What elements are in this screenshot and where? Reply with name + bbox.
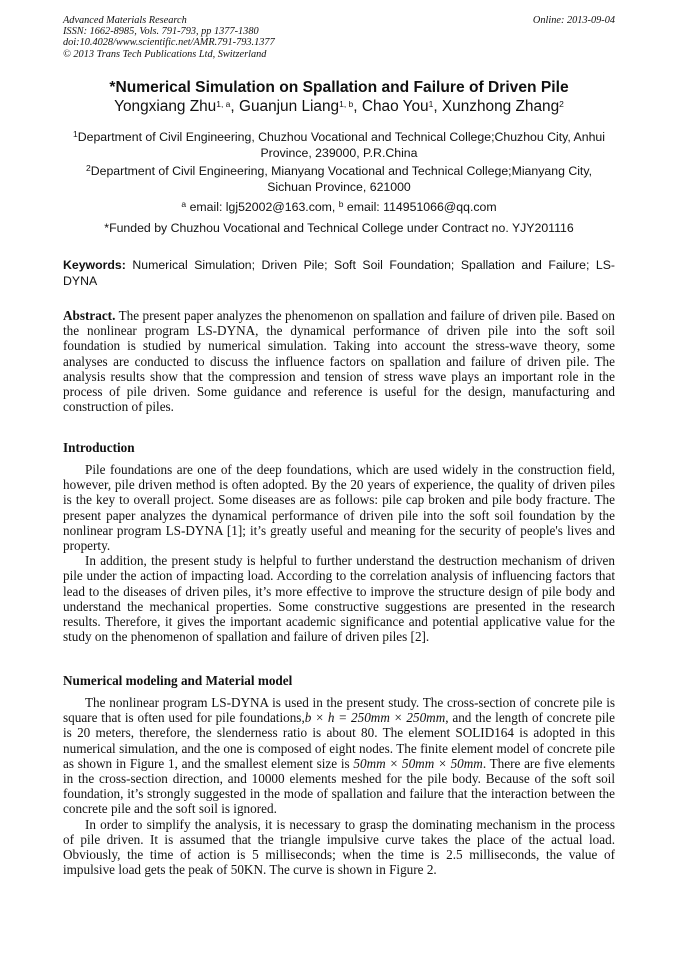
paragraph: In order to simplify the analysis, it is necessary to grasp the dominating mechanism in the process of pile driven. It is assumed that the triangle impulsive curve takes the place of the actual load. Obviously, the time of action is 5 milliseconds; when the time is 2.5 milliseconds, the value of impulsive load gets the peak of 50KN. The curve is shown in Figure 2.: [63, 816, 615, 878]
paper-title: *Numerical Simulation on Spallation and Failure of Driven Pile: [109, 79, 569, 96]
author-sup: 1: [428, 99, 434, 109]
abstract-label: Abstract.: [63, 308, 116, 323]
affiliation-sup: 2: [86, 163, 91, 173]
paragraph-text: , and the length of concrete pile is 20 meters, therefore, the slenderness ratio is about 80. The element SOLID164 is adopted in this numerical simulation, and the one is composed of eight nodes. The finite element model of concrete pile as shown in Figure 1, and the smallest element size is: [63, 710, 616, 771]
funding-note: *Funded by Chuzhou Vocational and Technical College under Contract no. YJY201116: [104, 221, 574, 235]
copyright: © 2013 Trans Tech Publications Ltd, Switzerland: [63, 48, 267, 60]
abstract-text: The present paper analyzes the phenomenon on spallation and failure of driven pile. Based on the nonlinear program LS-DYNA, the dynamical performance of driven pile into the soft soil foundation is studied by numerical simulation. Taking into account the stress-wave theory, some analyses are conducted to discuss the influence factors on spallation and failure of driven pile. The analysis results show that the compression and tension of stress wave plays an important role in the process of pile driven. Some guidance and reference is useful for the design, manufacturing and construction of piles.: [63, 308, 615, 415]
affiliation-text: Department of Civil Engineering, Chuzhou Vocational and Technical College;Chuzhou City, Anhui Province, 239000, P.R.China: [77, 130, 605, 160]
equation-cross-section: b × h = 250mm × 250mm: [304, 710, 446, 726]
email-b: email: 114951066@qq.com: [346, 200, 497, 214]
email-sup: a: [181, 199, 187, 209]
email-a: email: lgj52002@163.com,: [189, 200, 336, 214]
affiliation-2: [64, 164, 614, 195]
author-name: Chao You: [361, 98, 429, 115]
affiliation-sup: 1: [73, 129, 78, 139]
introduction-section: [63, 462, 615, 644]
email-sup: b: [338, 199, 344, 209]
author-name: Yongxiang Zhu: [114, 98, 217, 115]
numerical-section: [63, 695, 615, 877]
equation-element-size: 50mm × 50mm × 50mm: [353, 755, 483, 771]
paragraph: Pile foundations are one of the deep foundations, which are used widely in the construction field, however, pile driven method is often adopted. By the 20 years of experience, the quality of driven piles is the key to overall project. Some diseases are as follows: pile cap broken and pile body fracture. The present paper analyzes the dynamical performance of driven pile into the soft soil foundation by the nonlinear program LS-DYNA [1]; it’s greatly useful and meaning for the security of people's lives and property.: [63, 462, 615, 554]
keywords-text: Numerical Simulation; Driven Pile; Soft Soil Foundation; Spallation and Failure; LS-DYNA: [63, 258, 615, 288]
affiliation-1: [64, 130, 614, 161]
journal-name: Advanced Materials Research: [63, 15, 187, 26]
author-list: Yongxiang Zhu$^{1, a}$, Guanjun Liang$^{1, b}$, Chao You$^1$, Xunzhong Zhang$^2$: [114, 98, 564, 115]
author-sup: 1, b: [339, 99, 354, 109]
abstract: [63, 308, 615, 414]
online-date: Online: 2013-09-04: [532, 15, 615, 26]
paragraph: In addition, the present study is helpful to further understand the destruction mechanism of driven pile under the action of impacting load. According to the correlation analysis of influencing factors that lead to the diseases of driven piles, it’s more effective to improve the structure design of pile body and understand the mechanical properties. Some constructive suggestions are presented in the research results. Therefore, it gives the important academic significance and potential applicative value for the study on the phenomenon of spallation and failure of driven piles [2].: [63, 553, 615, 645]
email-line: [64, 200, 614, 216]
paragraph: [63, 695, 615, 817]
keywords: [63, 258, 615, 289]
affiliation-text: Department of Civil Engineering, Mianyang Vocational and Technical College;Mianyang City, Sichuan Province, 621000: [90, 164, 592, 194]
author-sup: 2: [559, 99, 564, 109]
author-name: Xunzhong Zhang: [441, 98, 560, 115]
journal-header: [63, 15, 615, 60]
author-sup: 1, a: [216, 99, 231, 109]
doi: doi:10.4028/www.scientific.net/AMR.791-793.1377: [63, 37, 275, 49]
section-heading-introduction: Introduction: [63, 440, 135, 455]
paragraph-text: The nonlinear program LS-DYNA is used in the present study. The cross-section of concrete pile is square that is often used for pile foundations,: [63, 695, 615, 726]
author-name: Guanjun Liang: [238, 98, 340, 115]
paragraph-text: . There are five elements in the cross-section direction, and 10000 elements meshed for the pile body. Because of the soft soil foundation, it’s strongly suggested in the mode of spallation and failure that the interaction between the concrete pile and the soft soil is ignored.: [63, 755, 615, 817]
issn: ISSN: 1662-8985, Vols. 791-793, pp 1377-1380: [63, 26, 259, 38]
section-heading-numerical: Numerical modeling and Material model: [63, 673, 293, 688]
keywords-label: Keywords:: [63, 258, 126, 272]
